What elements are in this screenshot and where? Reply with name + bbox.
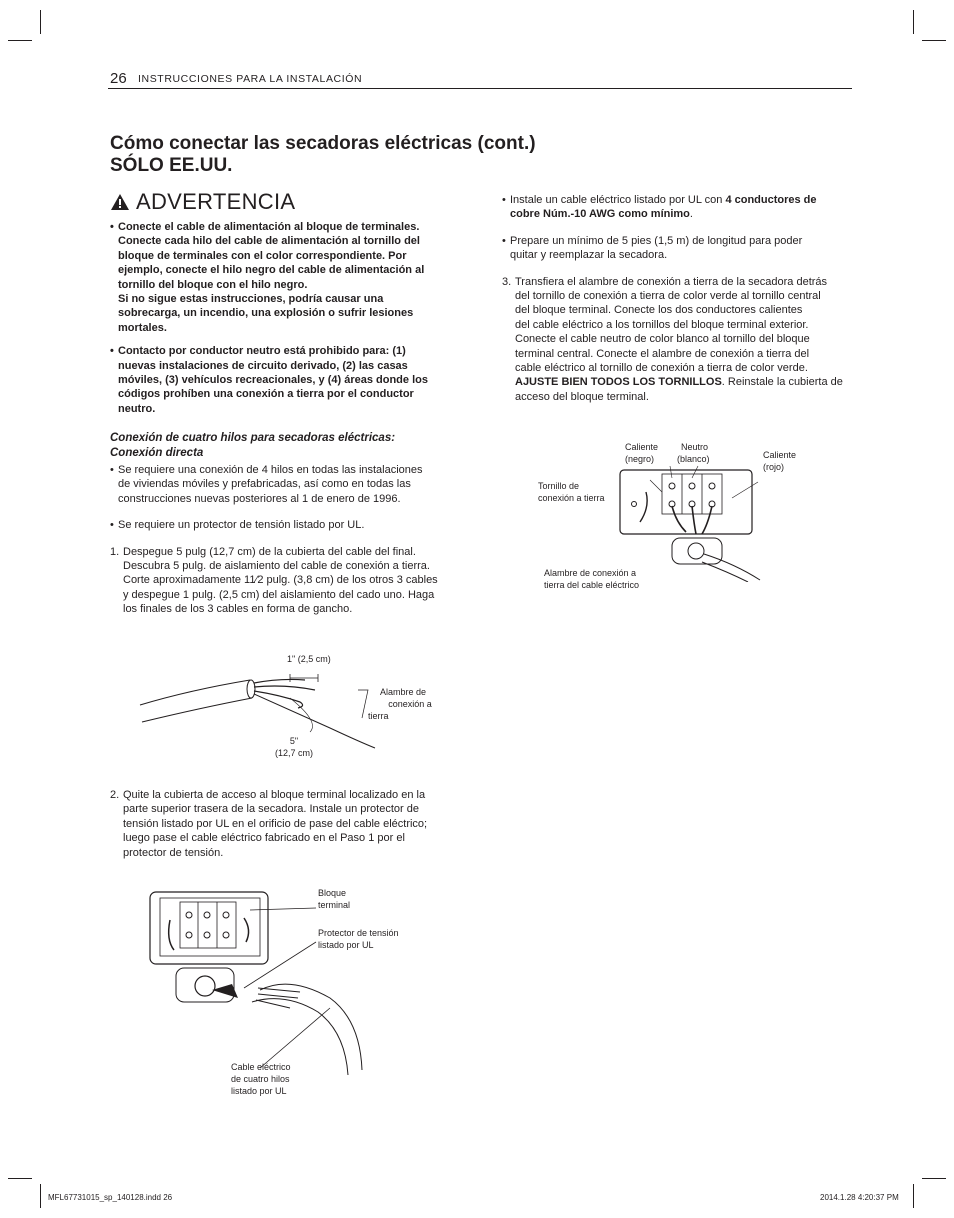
step-1: 1. Despegue 5 pulg (12,7 cm) de la cubierta del cable del final. Descubra 5 pulg. de aislamiento del cable de conexión a tierra. Corte aproximadamente 11⁄2 pulg. (3,8 cm) de los otros 3 cables y despegue 1 pulg. (2,5 cm) del aislamiento del cado uno. Haga los finales de los 3 cables en forma de gancho. [110, 545, 438, 616]
label-5-inch: 5" (12,7 cm) [274, 736, 313, 758]
text-line: sobrecarga, un incendio, una explosión o sufrir lesiones [118, 307, 414, 320]
text-line: Contacto por conductor neutro está prohibido para: (1) [118, 345, 406, 358]
text-line: Si no sigue estas instrucciones, podría causar una [118, 293, 384, 306]
text-line: códigos prohíben una conexión a tierra por el conductor [118, 388, 414, 401]
list-item: • Se requiere una conexión de 4 hilos en todas las instalaciones de viviendas móviles y prefabricadas, así como en todas las construcciones nuevas posteriores al 1 de enero de 1996. [110, 464, 423, 505]
text-line: nuevas instalaciones de circuito derivado, (2) las casas [118, 359, 408, 372]
text-line: tornillo del bloque con el hilo negro. [118, 278, 308, 291]
footer-timestamp: 2014.1.28 4:20:37 PM [820, 1193, 899, 1202]
four-wire-bullets [110, 463, 470, 617]
list-item: • Prepare un mínimo de 5 pies (1,5 m) de longitud para poder quitar y reemplazar la secadora. [502, 234, 803, 262]
header-rule [108, 88, 852, 89]
crop-mark [922, 40, 946, 41]
footer-file: MFL67731015_sp_140128.indd 26 [48, 1193, 173, 1202]
label-four-wire-cable: Cable eléctrico de cuatro hilos listado por UL [231, 1062, 291, 1096]
title-line: SÓLO EE.UU. [110, 155, 233, 176]
four-wire-subheading: Conexión de cuatro hilos para secadoras eléctricas: Conexión directa [110, 432, 396, 459]
text-line: neutro. [118, 402, 156, 415]
text-line: Conecte cada hilo del cable de alimentación al tornillo del [118, 235, 420, 248]
page-number: 26 [110, 70, 127, 87]
label-hot-red: Caliente (rojo) [763, 450, 797, 472]
label-neutral: Neutro (blanco) [677, 442, 710, 464]
section-name: INSTRUCCIONES PARA LA INSTALACIÓN [138, 73, 363, 85]
right-column [502, 193, 858, 404]
list-item: • Se requiere un protector de tensión listado por UL. [110, 519, 365, 532]
warning-triangle-icon [110, 193, 130, 211]
label-cable-ground-wire: Alambre de conexión a tierra del cable eléctrico [544, 568, 640, 590]
step-3: 3. Transfiera el alambre de conexión a tierra de la secadora detrás del tornillo de conexión a tierra de color verde al tornillo central del bloque terminal. Conecte los dos conductores calientes del cable eléctrico a los tornillos del bloque terminal exterior. Conecte el cable neutro de color blanco al tornillo del bloque terminal central. Conecte el alambre de conexión a tierra del cable eléctrico al tornillo de conexión a tierra de color verde. AJUSTE BIEN TODOS LOS TORNILLOS. Reinstale la cubierta de acceso del bloque terminal. [502, 275, 843, 403]
text-line: móviles, (3) vehículos recreacionales, y (4) áreas donde los [118, 374, 428, 387]
crop-mark [40, 10, 41, 34]
warning-bullet: • Conecte el cable de alimentación al bloque de terminales. Conecte cada hilo del cable de alimentación al tornillo del bloque de terminales con el color correspondiente. Por ejemplo, conecte el hilo negro del cable de alimentación al tornillo del bloque con el hilo negro. Si no sigue estas instrucciones, podría causar una sobrecarga, un incendio, una explosión o sufrir lesiones mortales. [110, 221, 425, 334]
crop-mark [8, 40, 32, 41]
page-title [110, 133, 630, 177]
crop-mark [8, 1178, 32, 1179]
crop-mark [913, 1184, 914, 1208]
label-ground-wire: Alambre de conexión a tierra [368, 687, 432, 721]
title-line: Cómo conectar las secadoras eléctricas (cont.) [110, 133, 536, 154]
text-line: ejemplo, conecte el hilo negro del cable de alimentación al [118, 264, 425, 277]
text-line: Conecte el cable de alimentación al bloque de terminales. [118, 221, 420, 233]
label-ground-screw: Tornillo de conexión a tierra [538, 481, 605, 503]
text-line: bloque de terminales con el color correspondiente. Por [118, 249, 407, 262]
crop-mark [913, 10, 914, 34]
warning-bullets [110, 220, 470, 416]
ground-wiring-diagram [610, 462, 780, 582]
crop-mark [922, 1178, 946, 1179]
step-2: 2. Quite la cubierta de acceso al bloque terminal localizado en la parte superior trasera de la secadora. Instale un protector de tensión listado por UL en el orificio de pase del cable eléctrico; luego pase el cable eléctrico fabricado en el Paso 1 por el protector de tensión. [110, 789, 428, 859]
warning-heading [110, 189, 295, 215]
crop-mark [40, 1184, 41, 1208]
label-strain-relief: Protector de tensión listado por UL [318, 928, 399, 950]
label-hot-black: Caliente (negro) [625, 442, 659, 464]
list-item: • Instale un cable eléctrico listado por UL con 4 conductores de cobre Núm.-10 AWG como mínimo. [502, 194, 817, 221]
label-terminal-block: Bloque terminal [318, 888, 351, 910]
text-line: mortales. [118, 321, 167, 334]
warning-heading-text: ADVERTENCIA [136, 189, 296, 214]
warning-bullet: • Contacto por conductor neutro está prohibido para: (1) nuevas instalaciones de circuito derivado, (2) las casas móviles, (3) vehículos recreacionales, y (4) áreas donde los códigos prohíben una conexión a tierra por el conductor neutro. [110, 345, 428, 415]
label-1-inch: 1" (2,5 cm) [287, 654, 331, 664]
